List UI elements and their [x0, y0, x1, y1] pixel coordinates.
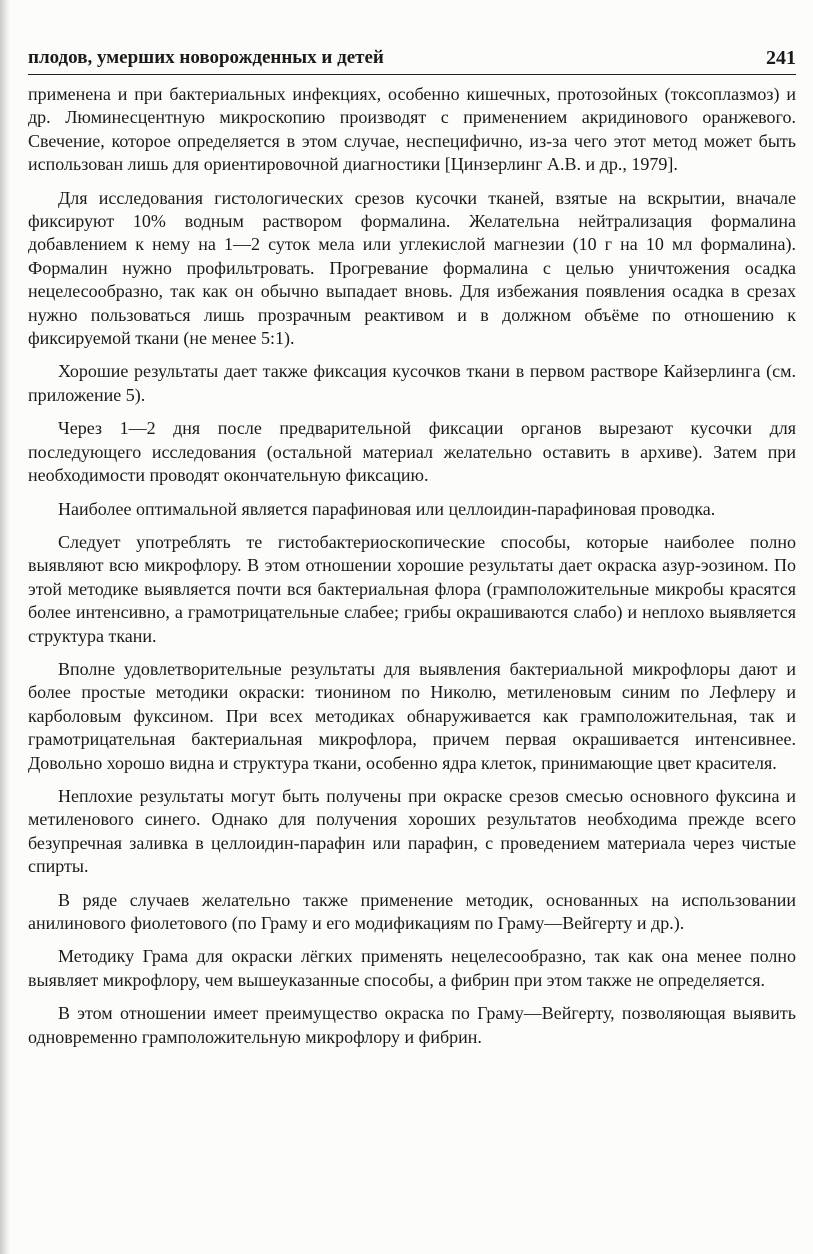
paragraph: Хорошие результаты дает также фиксация кусочков ткани в первом растворе Кайзерлинга (см. приложение 5). — [28, 361, 796, 405]
paragraph: Через 1—2 дня после предварительной фиксации органов вырезают кусочки для последующего исследования (остальной материал желательно оставить в архиве). Затем при необходимости проводят окончательную фиксацию. — [28, 418, 796, 486]
paragraph: Следует употреблять те гистобактериоскопические способы, которые наиболее полно выявляют всю микрофлору. В этом отношении хорошие результаты дает окраска азур-эозином. По этой методике выявляется почти вся бактериальная флора (грамположительные микробы красятся более интенсивно, а грамотрицательные слабее; грибы окрашиваются слабо) и неплохо выявляется структура ткани. — [28, 531, 796, 646]
paragraph: Для исследования гистологических срезов кусочки тканей, взятые на вскрытии, вначале фиксируют 10% водным раствором формалина. Желательна нейтрализация формалина добавлением к нему на 1—2 суток мела или углекислой магнезии (10 г на 10 мл формалина). Формалин нужно профильтровать. Прогревание формалина с целью уничтожения осадка нецелесообразно, так как он обычно выпадает вновь. Для избежания появления осадка в срезах нужно пользоваться лишь прозрачным реактивом и в должном объёме по отношению к фиксируемой ткани (не менее 5:1). — [28, 187, 796, 349]
page-number: 241 — [766, 47, 796, 69]
paragraph: применена и при бактериальных инфекциях, особенно кишечных, протозойных (токсоплазмоз) и др. Люминесцентную микроскопию производят с применением акридинового оранжевого. Свечение, которое определяется в этом случае, неспецифично, из-за чего этот метод может быть использован лишь для ориентировочной диагностики [Цинзерлинг А.В. и др., 1979]. — [28, 84, 796, 175]
paragraph: Методику Грама для окраски лёгких применять нецелесообразно, так как она менее полно выявляет микрофлору, чем вышеуказанные способы, а фибрин при этом также не определяется. — [28, 946, 796, 990]
paragraph: Неплохие результаты могут быть получены при окраске срезов смесью основного фуксина и метиленового синего. Однако для получения хороших результатов необходима прежде всего безупречная заливка в целлоидин-парафин или парафин, с проведением материала через чистые спирты. — [28, 785, 796, 877]
paragraph: Наиболее оптимальной является парафиновая или целлоидин-парафиновая проводка. — [58, 498, 716, 519]
body-text — [28, 83, 796, 1049]
running-title: плодов, умерших новорожденных и детей — [28, 47, 384, 68]
spine-shadow — [0, 0, 10, 1254]
running-head — [28, 46, 796, 70]
paragraph: В ряде случаев желательно также применение методик, основанных на использовании анилинового фиолетового (по Граму и его модификациям по Граму—Вейгерту и др.). — [28, 889, 796, 933]
paragraph: Вполне удовлетворительные результаты для выявления бактериальной микрофлоры дают и более простые методики окраски: тионином по Николю, метиленовым синим по Лефлеру и карболовым фуксином. При всех методиках обнаруживается как грамположительная, так и грамотрицательная бактериальная микрофлора, причем первая окрашивается интенсивнее. Довольно хорошо видна и структура ткани, особенно ядра клеток, принимающие цвет красителя. — [28, 658, 796, 773]
header-rule — [28, 74, 796, 75]
paragraph: В этом отношении имеет преимущество окраска по Граму—Вейгерту, позволяющая выявить одновременно грамположительную микрофлору и фибрин. — [28, 1003, 796, 1047]
